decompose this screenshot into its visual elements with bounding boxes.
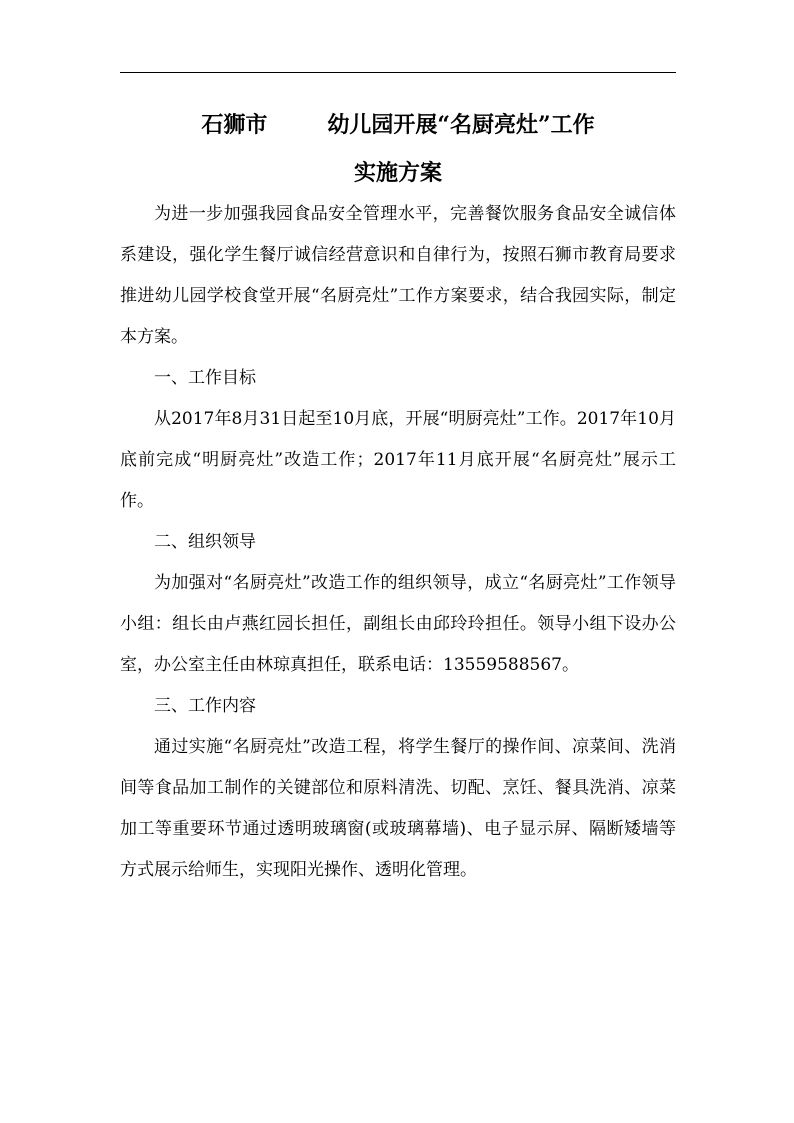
section-heading-leadership: 二、组织领导 — [154, 532, 256, 552]
section-body-content: 通过实施“名厨亮灶”改造工程，将学生餐厅的操作间、凉菜间、洗消间等食品加工制作的关键部位和原料清洗、切配、烹饪、餐具洗消、凉菜加工等重要环节通过透明玻璃窗(或玻璃幕墙)、电子显示屏、隔断矮墙等方式展示给师生，实现阳光操作、透明化管理。 — [120, 737, 676, 880]
intro-paragraph: 为进一步加强我园食品安全管理水平，完善餐饮服务食品安全诚信体系建设，强化学生餐厅诚信经营意识和自律行为，按照石狮市教育局要求推进幼儿园学校食堂开展“名厨亮灶”工作方案要求，结合我园实际，制定本方案。 — [120, 204, 676, 347]
document-subtitle: 实施方案 — [353, 160, 442, 186]
section-heading-content: 三、工作内容 — [154, 696, 256, 716]
title-main: 幼儿园开展“名厨亮灶”工作 — [327, 112, 595, 138]
section-heading-goals: 一、工作目标 — [154, 368, 256, 388]
section-body-goals: 从2017年8月31日起至10月底，开展“明厨亮灶”工作。2017年10月底前完成“明厨亮灶”改造工作；2017年11月底开展“名厨亮灶”展示工作。 — [120, 409, 676, 511]
title-city: 石狮市 — [201, 112, 268, 138]
document-title — [120, 110, 676, 140]
header-rule — [120, 72, 676, 73]
section-body-leadership: 为加强对“名厨亮灶”改造工作的组织领导，成立“名厨亮灶”工作领导小组：组长由卢燕红园长担任，副组长由邱玲玲担任。领导小组下设办公室，办公室主任由林琼真担任，联系电话：13559588567。 — [120, 573, 676, 675]
document-body — [120, 194, 676, 891]
